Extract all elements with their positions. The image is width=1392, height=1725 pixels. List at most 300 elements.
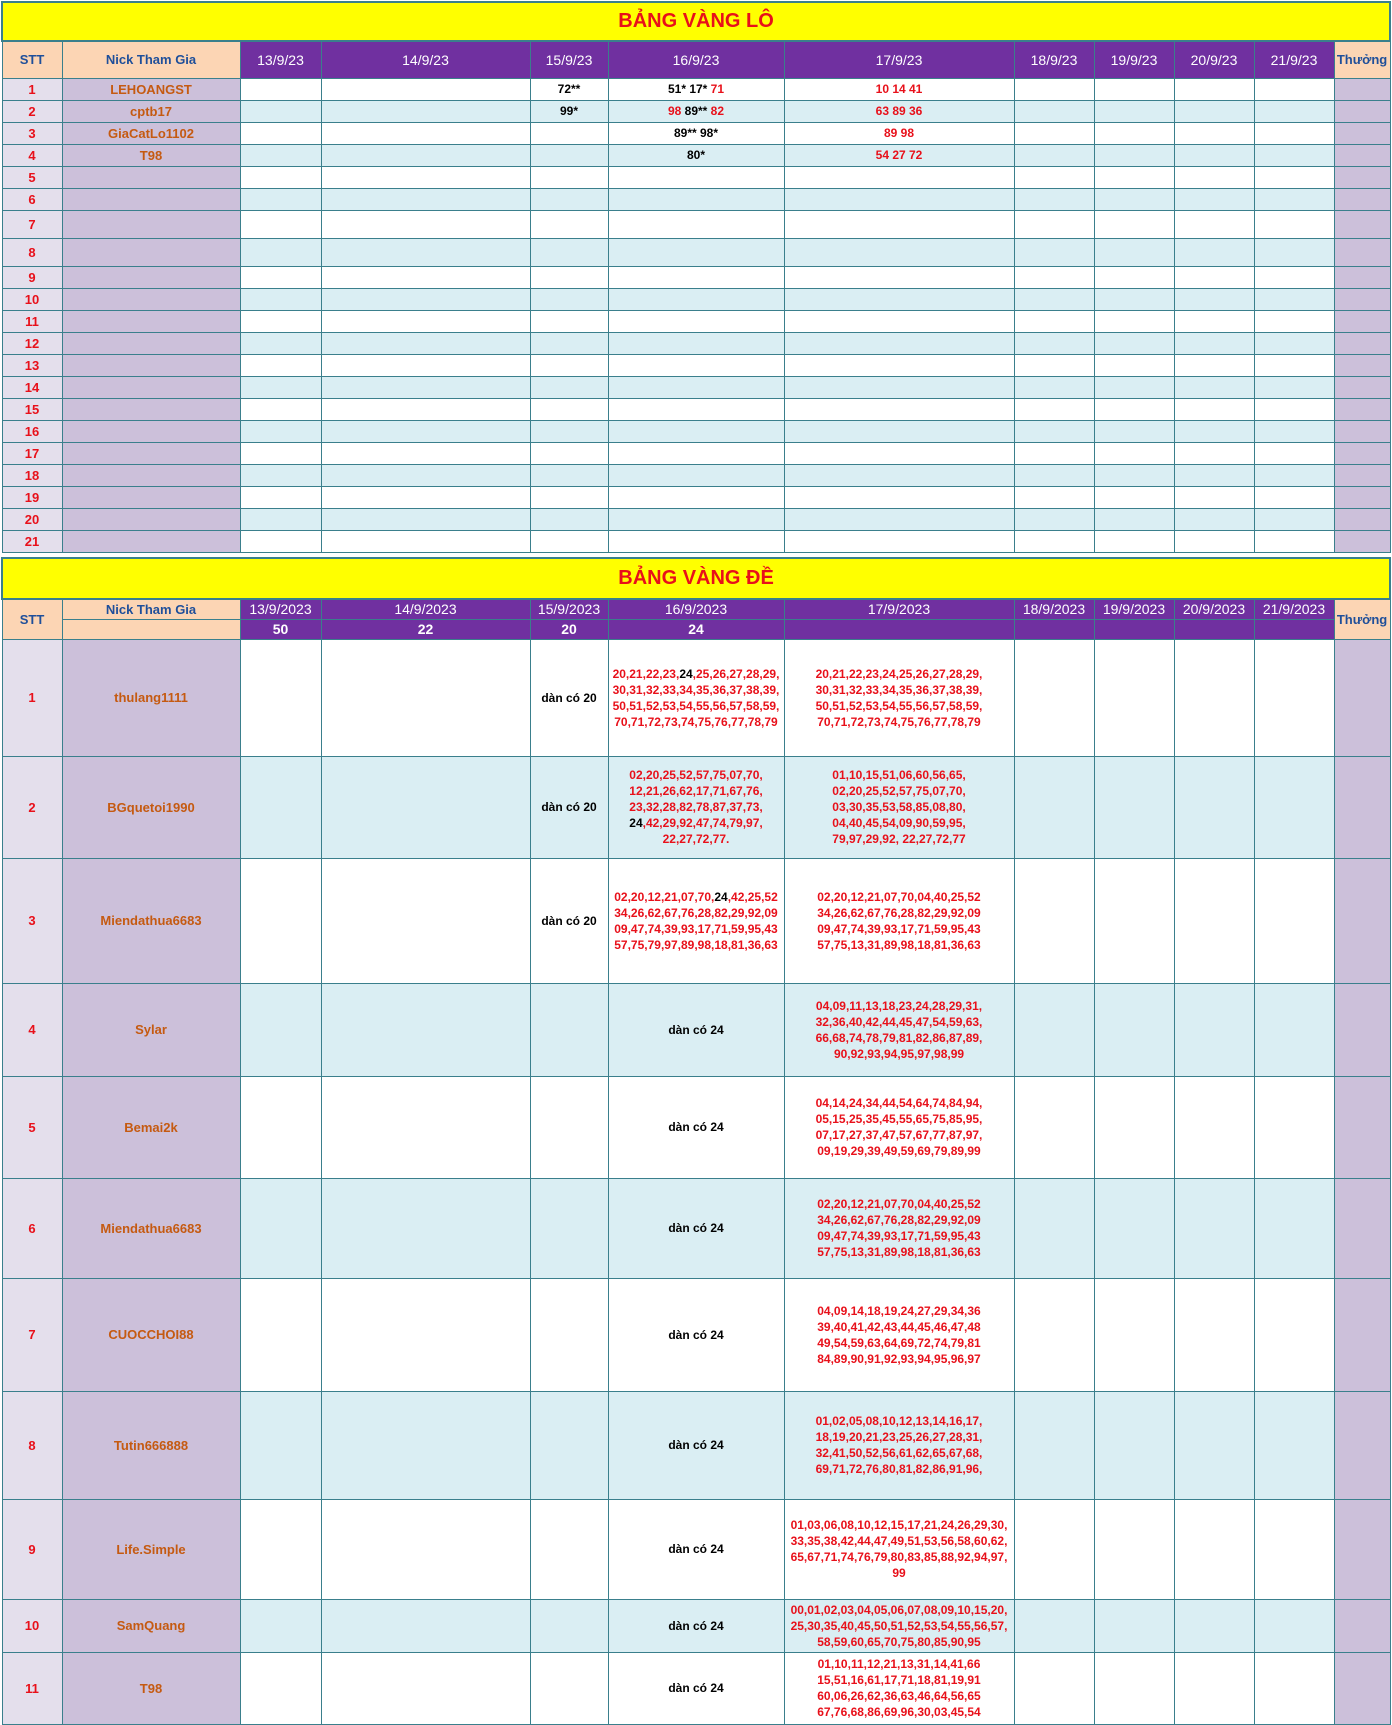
date-cell[interactable] [1014, 756, 1094, 858]
date-cell[interactable] [1014, 188, 1094, 210]
date-cell[interactable] [1014, 858, 1094, 983]
row-thuong[interactable] [1334, 332, 1390, 354]
row-thuong[interactable] [1334, 1499, 1390, 1599]
date-cell[interactable] [321, 266, 530, 288]
date-cell[interactable] [784, 508, 1014, 530]
date-cell[interactable] [1254, 266, 1334, 288]
date-cell[interactable] [1254, 1391, 1334, 1499]
date-cell[interactable] [784, 354, 1014, 376]
date-cell[interactable] [1254, 858, 1334, 983]
row-nick[interactable] [62, 464, 240, 486]
date-cell[interactable] [608, 288, 784, 310]
date-cell[interactable] [240, 420, 321, 442]
date-cell[interactable] [784, 376, 1014, 398]
date-cell[interactable] [1174, 983, 1254, 1076]
row-nick[interactable]: Miendathua6683 [62, 1178, 240, 1278]
row-nick[interactable] [62, 530, 240, 552]
date-cell[interactable] [784, 288, 1014, 310]
date-cell[interactable] [1174, 122, 1254, 144]
date-cell[interactable] [530, 100, 608, 122]
date-cell[interactable] [784, 398, 1014, 420]
date-cell[interactable] [608, 398, 784, 420]
date-cell[interactable] [240, 188, 321, 210]
row-thuong[interactable] [1334, 376, 1390, 398]
date-cell[interactable] [530, 398, 608, 420]
date-cell[interactable] [321, 1178, 530, 1278]
date-cell[interactable] [1094, 1499, 1174, 1599]
row-nick[interactable] [62, 354, 240, 376]
date-cell[interactable] [240, 354, 321, 376]
date-cell[interactable] [321, 1499, 530, 1599]
date-cell[interactable] [784, 78, 1014, 100]
header-date[interactable]: 17/9/23 [784, 41, 1014, 78]
header-date[interactable]: 18/9/23 [1014, 41, 1094, 78]
date-cell[interactable] [530, 354, 608, 376]
date-cell[interactable] [1014, 398, 1094, 420]
header-date[interactable]: 14/9/23 [321, 41, 530, 78]
date-cell[interactable] [530, 310, 608, 332]
date-cell[interactable] [1014, 266, 1094, 288]
date-cell[interactable] [1174, 144, 1254, 166]
date-cell[interactable] [530, 1652, 608, 1724]
date-cell[interactable] [321, 486, 530, 508]
date-cell[interactable] [240, 639, 321, 756]
date-cell[interactable] [1174, 266, 1254, 288]
date-cell[interactable] [321, 376, 530, 398]
date-cell[interactable] [1094, 354, 1174, 376]
date-cell[interactable] [1094, 122, 1174, 144]
date-cell[interactable] [240, 266, 321, 288]
date-cell[interactable] [530, 639, 608, 756]
row-thuong[interactable] [1334, 266, 1390, 288]
date-cell[interactable] [240, 398, 321, 420]
date-cell[interactable] [1094, 1076, 1174, 1178]
row-thuong[interactable] [1334, 858, 1390, 983]
date-cell[interactable] [321, 983, 530, 1076]
date-cell[interactable] [784, 188, 1014, 210]
date-cell[interactable] [608, 464, 784, 486]
row-nick[interactable] [62, 166, 240, 188]
date-cell[interactable] [1174, 398, 1254, 420]
date-cell[interactable] [530, 166, 608, 188]
row-nick[interactable] [62, 210, 240, 238]
date-cell[interactable] [1174, 166, 1254, 188]
date-cell[interactable] [530, 78, 608, 100]
date-cell[interactable] [1254, 398, 1334, 420]
date-cell[interactable] [1254, 464, 1334, 486]
date-cell[interactable] [1014, 288, 1094, 310]
row-thuong[interactable] [1334, 144, 1390, 166]
date-cell[interactable] [1254, 332, 1334, 354]
row-thuong[interactable] [1334, 210, 1390, 238]
row-thuong[interactable] [1334, 442, 1390, 464]
date-cell[interactable] [321, 78, 530, 100]
date-cell[interactable] [1014, 420, 1094, 442]
date-cell[interactable] [530, 1391, 608, 1499]
date-cell[interactable] [530, 420, 608, 442]
date-cell[interactable] [1094, 983, 1174, 1076]
row-nick[interactable] [62, 188, 240, 210]
date-cell[interactable] [240, 122, 321, 144]
date-cell[interactable] [608, 144, 784, 166]
row-thuong[interactable] [1334, 310, 1390, 332]
date-cell[interactable] [784, 144, 1014, 166]
header-date[interactable]: 18/9/2023 [1014, 599, 1094, 619]
row-nick[interactable]: CUOCCHOI88 [62, 1278, 240, 1391]
row-thuong[interactable] [1334, 1076, 1390, 1178]
date-cell[interactable] [608, 1391, 784, 1499]
date-cell[interactable] [1174, 756, 1254, 858]
date-cell[interactable] [608, 858, 784, 983]
date-cell[interactable] [530, 442, 608, 464]
row-nick[interactable]: Sylar [62, 983, 240, 1076]
date-cell[interactable] [1014, 166, 1094, 188]
date-cell[interactable] [1014, 310, 1094, 332]
date-cell[interactable] [530, 332, 608, 354]
date-cell[interactable] [608, 354, 784, 376]
date-cell[interactable] [1174, 1652, 1254, 1724]
row-nick[interactable] [62, 508, 240, 530]
row-nick[interactable] [62, 420, 240, 442]
date-cell[interactable] [608, 1076, 784, 1178]
date-cell[interactable] [1014, 1652, 1094, 1724]
date-cell[interactable] [608, 1178, 784, 1278]
row-thuong[interactable] [1334, 1178, 1390, 1278]
date-cell[interactable] [240, 1652, 321, 1724]
date-cell[interactable] [1174, 508, 1254, 530]
date-cell[interactable] [1094, 442, 1174, 464]
date-cell[interactable] [321, 332, 530, 354]
row-nick[interactable]: cptb17 [62, 100, 240, 122]
date-cell[interactable] [1174, 639, 1254, 756]
date-cell[interactable] [321, 238, 530, 266]
date-cell[interactable] [1174, 210, 1254, 238]
date-cell[interactable] [1014, 464, 1094, 486]
date-cell[interactable] [1094, 398, 1174, 420]
row-thuong[interactable] [1334, 639, 1390, 756]
date-cell[interactable] [1094, 486, 1174, 508]
date-cell[interactable] [1174, 1499, 1254, 1599]
date-cell[interactable] [608, 238, 784, 266]
date-cell[interactable] [1254, 166, 1334, 188]
date-cell[interactable] [608, 442, 784, 464]
date-cell[interactable] [1094, 508, 1174, 530]
date-cell[interactable] [1094, 144, 1174, 166]
date-cell[interactable] [1254, 508, 1334, 530]
header-date[interactable]: 15/9/2023 [530, 599, 608, 619]
date-cell[interactable] [240, 1599, 321, 1652]
date-cell[interactable] [530, 144, 608, 166]
row-nick[interactable] [62, 288, 240, 310]
row-nick[interactable] [62, 398, 240, 420]
date-cell[interactable] [530, 1076, 608, 1178]
date-cell[interactable] [240, 756, 321, 858]
date-cell[interactable] [530, 858, 608, 983]
date-cell[interactable] [321, 310, 530, 332]
date-cell[interactable] [1174, 288, 1254, 310]
date-cell[interactable] [1014, 1599, 1094, 1652]
date-cell[interactable] [240, 1391, 321, 1499]
header-date[interactable]: 13/9/23 [240, 41, 321, 78]
date-cell[interactable] [240, 288, 321, 310]
row-thuong[interactable] [1334, 464, 1390, 486]
date-cell[interactable] [1094, 639, 1174, 756]
header-date[interactable]: 19/9/23 [1094, 41, 1174, 78]
date-cell[interactable] [530, 1599, 608, 1652]
date-cell[interactable] [1094, 420, 1174, 442]
date-cell[interactable] [1254, 1178, 1334, 1278]
date-cell[interactable] [530, 238, 608, 266]
date-cell[interactable] [1174, 354, 1254, 376]
date-cell[interactable] [1094, 530, 1174, 552]
date-cell[interactable] [1094, 238, 1174, 266]
row-nick[interactable] [62, 238, 240, 266]
date-cell[interactable] [240, 530, 321, 552]
header-date[interactable]: 15/9/23 [530, 41, 608, 78]
date-cell[interactable] [1014, 100, 1094, 122]
date-cell[interactable] [608, 188, 784, 210]
row-thuong[interactable] [1334, 78, 1390, 100]
date-cell[interactable] [784, 442, 1014, 464]
header-date[interactable]: 13/9/2023 [240, 599, 321, 619]
date-cell[interactable] [608, 530, 784, 552]
date-cell[interactable] [608, 78, 784, 100]
row-thuong[interactable] [1334, 354, 1390, 376]
date-cell[interactable] [784, 1278, 1014, 1391]
date-cell[interactable] [321, 354, 530, 376]
date-cell[interactable] [784, 1391, 1014, 1499]
date-cell[interactable] [1014, 354, 1094, 376]
date-cell[interactable] [1174, 188, 1254, 210]
date-cell[interactable] [1254, 122, 1334, 144]
date-cell[interactable] [1254, 310, 1334, 332]
date-cell[interactable] [530, 288, 608, 310]
date-cell[interactable] [1094, 210, 1174, 238]
date-cell[interactable] [608, 420, 784, 442]
row-nick[interactable]: GiaCatLo1102 [62, 122, 240, 144]
date-cell[interactable] [1094, 376, 1174, 398]
date-cell[interactable] [530, 1178, 608, 1278]
date-cell[interactable] [1254, 354, 1334, 376]
row-nick[interactable] [62, 332, 240, 354]
date-cell[interactable] [240, 508, 321, 530]
date-cell[interactable] [321, 210, 530, 238]
date-cell[interactable] [321, 1076, 530, 1178]
date-cell[interactable] [784, 166, 1014, 188]
date-cell[interactable] [321, 464, 530, 486]
date-cell[interactable] [1014, 442, 1094, 464]
date-cell[interactable] [1254, 442, 1334, 464]
date-cell[interactable] [1254, 983, 1334, 1076]
date-cell[interactable] [240, 983, 321, 1076]
date-cell[interactable] [608, 210, 784, 238]
header-date[interactable]: 19/9/2023 [1094, 599, 1174, 619]
date-cell[interactable] [1094, 266, 1174, 288]
date-cell[interactable] [784, 983, 1014, 1076]
date-cell[interactable] [1094, 310, 1174, 332]
date-cell[interactable] [321, 442, 530, 464]
date-cell[interactable] [1014, 78, 1094, 100]
date-cell[interactable] [1174, 376, 1254, 398]
row-nick[interactable]: BGquetoi1990 [62, 756, 240, 858]
header-date[interactable]: 20/9/23 [1174, 41, 1254, 78]
date-cell[interactable] [1174, 78, 1254, 100]
date-cell[interactable] [321, 1599, 530, 1652]
date-cell[interactable] [1094, 332, 1174, 354]
date-cell[interactable] [530, 376, 608, 398]
date-cell[interactable] [1254, 376, 1334, 398]
date-cell[interactable] [240, 238, 321, 266]
date-cell[interactable] [530, 266, 608, 288]
row-thuong[interactable] [1334, 1391, 1390, 1499]
date-cell[interactable] [530, 1278, 608, 1391]
date-cell[interactable] [240, 1076, 321, 1178]
date-cell[interactable] [321, 100, 530, 122]
row-thuong[interactable] [1334, 1599, 1390, 1652]
date-cell[interactable] [1174, 1391, 1254, 1499]
date-cell[interactable] [1174, 1278, 1254, 1391]
date-cell[interactable] [1174, 1178, 1254, 1278]
date-cell[interactable] [784, 310, 1014, 332]
row-nick[interactable]: SamQuang [62, 1599, 240, 1652]
date-cell[interactable] [1014, 639, 1094, 756]
date-cell[interactable] [784, 1599, 1014, 1652]
date-cell[interactable] [1014, 508, 1094, 530]
date-cell[interactable] [321, 1391, 530, 1499]
row-nick[interactable] [62, 376, 240, 398]
date-cell[interactable] [530, 188, 608, 210]
date-cell[interactable] [1254, 288, 1334, 310]
date-cell[interactable] [1254, 100, 1334, 122]
header-date[interactable]: 20/9/2023 [1174, 599, 1254, 619]
date-cell[interactable] [1094, 188, 1174, 210]
date-cell[interactable] [608, 756, 784, 858]
date-cell[interactable] [1254, 238, 1334, 266]
date-cell[interactable] [1014, 486, 1094, 508]
date-cell[interactable] [608, 376, 784, 398]
header-date[interactable]: 21/9/23 [1254, 41, 1334, 78]
row-nick[interactable]: thulang1111 [62, 639, 240, 756]
date-cell[interactable] [1094, 1178, 1174, 1278]
row-nick[interactable]: LEHOANGST [62, 78, 240, 100]
date-cell[interactable] [1094, 166, 1174, 188]
date-cell[interactable] [321, 122, 530, 144]
date-cell[interactable] [530, 508, 608, 530]
date-cell[interactable] [1014, 1499, 1094, 1599]
date-cell[interactable] [608, 1278, 784, 1391]
date-cell[interactable] [1254, 210, 1334, 238]
header-date[interactable]: 17/9/2023 [784, 599, 1014, 619]
date-cell[interactable] [1094, 78, 1174, 100]
date-cell[interactable] [321, 1278, 530, 1391]
date-cell[interactable] [1254, 144, 1334, 166]
date-cell[interactable] [1014, 376, 1094, 398]
header-date[interactable]: 16/9/23 [608, 41, 784, 78]
date-cell[interactable] [608, 1499, 784, 1599]
row-nick[interactable]: Tutin666888 [62, 1391, 240, 1499]
row-thuong[interactable] [1334, 1278, 1390, 1391]
date-cell[interactable] [530, 210, 608, 238]
date-cell[interactable] [608, 100, 784, 122]
date-cell[interactable] [1094, 858, 1174, 983]
date-cell[interactable] [784, 1499, 1014, 1599]
date-cell[interactable] [608, 310, 784, 332]
date-cell[interactable] [321, 188, 530, 210]
date-cell[interactable] [784, 210, 1014, 238]
date-cell[interactable] [1174, 1599, 1254, 1652]
header-date[interactable]: 14/9/2023 [321, 599, 530, 619]
row-thuong[interactable] [1334, 100, 1390, 122]
date-cell[interactable] [1014, 530, 1094, 552]
row-nick[interactable] [62, 442, 240, 464]
date-cell[interactable] [608, 508, 784, 530]
date-cell[interactable] [608, 1599, 784, 1652]
date-cell[interactable] [1094, 1599, 1174, 1652]
date-cell[interactable] [608, 122, 784, 144]
date-cell[interactable] [1014, 983, 1094, 1076]
date-cell[interactable] [784, 464, 1014, 486]
date-cell[interactable] [1094, 100, 1174, 122]
date-cell[interactable] [608, 983, 784, 1076]
date-cell[interactable] [1014, 1391, 1094, 1499]
date-cell[interactable] [530, 756, 608, 858]
date-cell[interactable] [608, 639, 784, 756]
date-cell[interactable] [1254, 756, 1334, 858]
date-cell[interactable] [1094, 1391, 1174, 1499]
row-thuong[interactable] [1334, 756, 1390, 858]
date-cell[interactable] [240, 858, 321, 983]
date-cell[interactable] [784, 639, 1014, 756]
date-cell[interactable] [1174, 238, 1254, 266]
date-cell[interactable] [784, 530, 1014, 552]
date-cell[interactable] [1094, 464, 1174, 486]
date-cell[interactable] [1094, 756, 1174, 858]
date-cell[interactable] [1014, 144, 1094, 166]
date-cell[interactable] [1254, 1076, 1334, 1178]
date-cell[interactable] [321, 639, 530, 756]
date-cell[interactable] [321, 166, 530, 188]
row-thuong[interactable] [1334, 486, 1390, 508]
date-cell[interactable] [321, 508, 530, 530]
date-cell[interactable] [1254, 530, 1334, 552]
date-cell[interactable] [240, 1178, 321, 1278]
date-cell[interactable] [240, 442, 321, 464]
date-cell[interactable] [1254, 188, 1334, 210]
date-cell[interactable] [784, 858, 1014, 983]
date-cell[interactable] [1174, 1076, 1254, 1178]
row-thuong[interactable] [1334, 420, 1390, 442]
date-cell[interactable] [784, 486, 1014, 508]
date-cell[interactable] [1174, 310, 1254, 332]
row-nick[interactable]: Bemai2k [62, 1076, 240, 1178]
date-cell[interactable] [530, 983, 608, 1076]
date-cell[interactable] [240, 78, 321, 100]
date-cell[interactable] [784, 420, 1014, 442]
row-thuong[interactable] [1334, 983, 1390, 1076]
date-cell[interactable] [784, 1178, 1014, 1278]
date-cell[interactable] [1254, 420, 1334, 442]
date-cell[interactable] [784, 122, 1014, 144]
date-cell[interactable] [1254, 486, 1334, 508]
date-cell[interactable] [1014, 122, 1094, 144]
row-thuong[interactable] [1334, 188, 1390, 210]
date-cell[interactable] [240, 144, 321, 166]
row-thuong[interactable] [1334, 398, 1390, 420]
date-cell[interactable] [321, 288, 530, 310]
date-cell[interactable] [1014, 1076, 1094, 1178]
date-cell[interactable] [1254, 639, 1334, 756]
date-cell[interactable] [530, 1499, 608, 1599]
